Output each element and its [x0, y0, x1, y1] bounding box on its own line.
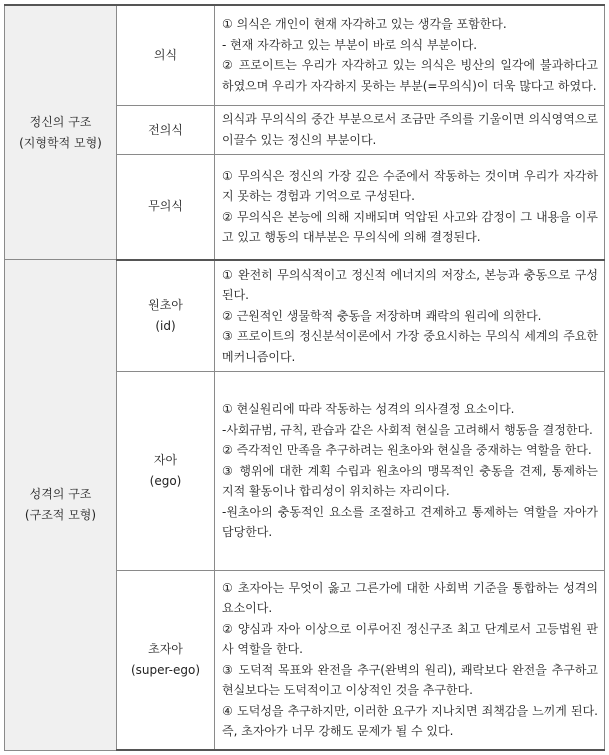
- description-cell: [215, 371, 605, 570]
- description-line: ① 현실원리에 따라 작동하는 성격의 의사결정 요소이다.: [222, 402, 515, 417]
- description-line: ④ 도덕성을 추구하지만, 이러한 요구가 지나치면 죄책감을 느끼게 된다. 즉, 초자아가 너무 강해도 문제가 될 수 있다.: [222, 703, 598, 739]
- description-cell: [215, 260, 605, 372]
- subcategory-label: (id): [155, 318, 176, 333]
- subcategory-label: (super-ego): [130, 662, 201, 677]
- subcategory-label: 원초아: [148, 298, 183, 313]
- category-cell: [5, 260, 117, 750]
- description-line: ② 양심과 자아 이상으로 이루어진 정신구조 최고 단계로서 고등법원 판사 역할을 한다.: [222, 621, 598, 657]
- subcategory-label: 자아: [153, 453, 178, 468]
- category-label: (지형학적 모형): [19, 135, 102, 150]
- subcategory-cell: [117, 105, 215, 154]
- table-body: [5, 5, 605, 750]
- subcategory-cell: [117, 371, 215, 570]
- description-cell: [215, 105, 605, 154]
- category-label: 정신의 구조: [29, 115, 92, 130]
- subcategory-label: 초자아: [148, 642, 183, 657]
- subcategory-cell: [117, 5, 215, 105]
- description-line: ② 근원적인 생물학적 충동을 저장하며 쾌락의 원리에 의한다.: [222, 308, 542, 323]
- description-line: ③ 프로이트의 정신분석이론에서 가장 중요시하는 무의식 세계의 주요한 메커니즘이다.: [222, 329, 598, 364]
- subcategory-cell: [117, 570, 215, 750]
- description-line: ② 즉각적인 만족을 추구하려는 원초아와 현실을 중재하는 역할을 한다.: [222, 443, 592, 458]
- subcategory-cell: [117, 260, 215, 372]
- description-line: -사회규범, 규칙, 관습과 같은 사회적 현실을 고려해서 행동을 결정한다.: [222, 422, 593, 437]
- description-line: ② 무의식은 본능에 의해 지배되며 억압된 사고와 감정이 그 내용을 이루고 있고 행동의 대부분은 무의식에 의해 결정된다.: [222, 209, 598, 245]
- subcategory-label: 전의식: [148, 122, 183, 137]
- description-cell: [215, 5, 605, 105]
- structure-table: [4, 4, 605, 751]
- description-line: ① 무의식은 정신의 가장 깊은 수준에서 작동하는 것이며 우리가 자각하지 못하는 경험과 기억으로 구성된다.: [222, 168, 598, 204]
- description-line: ① 완전히 무의식적이고 정신적 에너지의 저장소, 본능과 충동으로 구성된다.: [222, 267, 598, 303]
- description-line: - 현재 자각하고 있는 부분이 바로 의식 부분이다.: [222, 37, 478, 52]
- description-line: 의식과 무의식의 중간 부분으로서 조금만 주의를 기울이면 의식영역으로 이끌수 있는 정신의 부분이다.: [222, 112, 598, 147]
- category-label: (구조적 모형): [24, 507, 97, 522]
- category-label: 성격의 구조: [29, 487, 92, 502]
- subcategory-label: 무의식: [148, 199, 183, 214]
- description-line: ③ 도덕적 목표와 완전을 추구(완벽의 원리), 쾌락보다 완전을 추구하고 현실보다는 도덕적이고 이상적인 것을 추구한다.: [222, 662, 598, 698]
- description-cell: [215, 154, 605, 260]
- description-line: ① 의식은 개인이 현재 자각하고 있는 생각을 포함한다.: [222, 17, 507, 32]
- description-line: ② 프로이트는 우리가 자각하고 있는 의식은 빙산의 일각에 불과하다고 하였으며 우리가 자각하지 못하는 부분(=무의식)이 더욱 많다고 하였다.: [222, 58, 598, 93]
- subcategory-label: (ego): [149, 473, 182, 488]
- category-cell: [5, 5, 117, 260]
- subcategory-cell: [117, 154, 215, 260]
- description-line: ① 초자아는 무엇이 옳고 그른가에 대한 사회벅 기준을 통합하는 성격의 요소이다.: [222, 580, 598, 616]
- table-row: [5, 5, 605, 105]
- description-cell: [215, 570, 605, 750]
- description-line: ③ 행위에 대한 계획 수립과 원초아의 맹목적인 충동을 견제, 통제하는 지적 활동이나 합리성이 위치하는 자리이다.: [222, 463, 598, 499]
- table-row: [5, 260, 605, 372]
- description-line: -원초아의 충동적인 요소를 조절하고 견제하고 통제하는 역할을 자아가 담당한다.: [222, 504, 598, 540]
- subcategory-label: 의식: [153, 48, 178, 63]
